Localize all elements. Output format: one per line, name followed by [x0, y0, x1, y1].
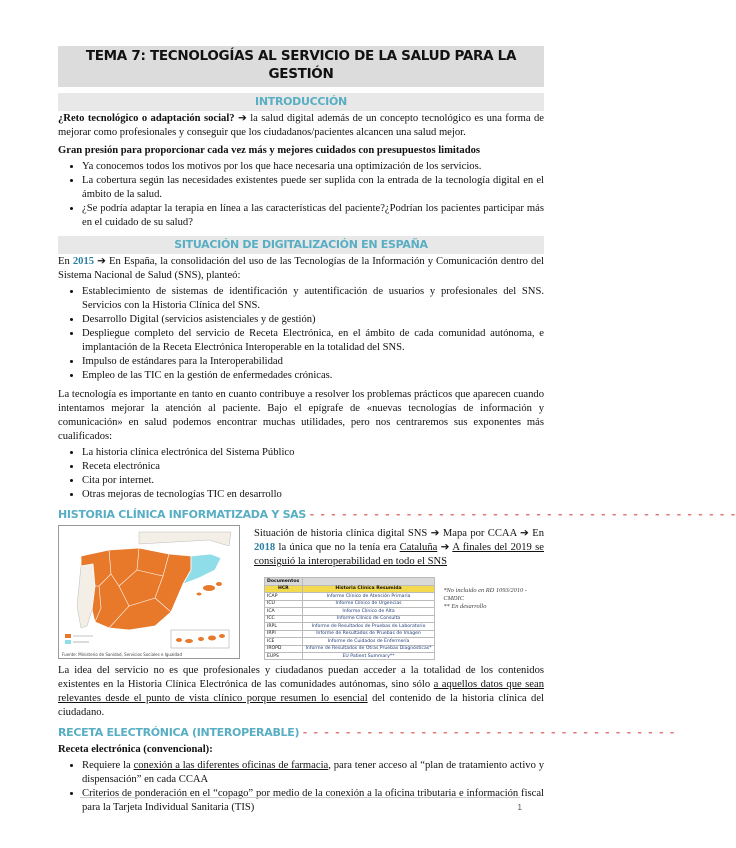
list-item: • Impulso de estándares para la Interoperabilidad	[82, 355, 544, 369]
table-cell: Informe de Resultados de Otras Pruebas Diagnósticas*	[302, 645, 435, 652]
digital-list-2	[58, 446, 544, 502]
digital-heading: SITUACIÓN DE DIGITALIZACIÓN EN ESPAÑA	[58, 236, 544, 255]
list-item: • Cita por internet.	[82, 474, 544, 488]
list-item: • ¿Se podría adaptar la terapia en línea a las características del paciente?¿Podrían los pacientes participar más en el cuidado de su salud?	[82, 202, 544, 230]
list-item: • Establecimiento de sistemas de identificación y autentificación de usuarios y profesionales del SNS. Servicios con la Historia Clínica del SNS.	[82, 285, 544, 313]
document-page	[58, 46, 736, 817]
receta-b1-b: , para tener acceso al “plan de tratamiento activo y dispensación” en cada CCAA	[82, 759, 545, 785]
list-item: • Despliegue completo del servicio de Receta Electrónica, en el ámbito de cada comunidad autónoma, e implantación de la Receta Electrónica Interoperable en la totalidad del SNS.	[82, 327, 544, 355]
receta-heading	[58, 726, 676, 741]
spain-map-image	[58, 525, 240, 659]
hcis-heading-text: HISTORIA CLÍNICA INFORMATIZADA Y SAS	[58, 507, 307, 521]
table-cell: IRPI	[265, 630, 303, 637]
region-cataluna: Cataluña	[399, 542, 438, 554]
table-row	[265, 608, 435, 615]
table-cell: Informe Clínico de Consulta	[302, 615, 435, 622]
hcis-p-underlined: a aquellos datos que sean relevantes desde el punto de vista clínico porque resumen lo esencial	[58, 679, 544, 705]
table-row	[265, 645, 435, 652]
hcis-paragraph	[58, 664, 544, 720]
hcis-summary	[254, 527, 544, 569]
receta-b1-u: conexión a las diferentes oficinas de farmacia	[133, 759, 329, 771]
digital-text: ➔ En España, la consolidación del uso de las Tecnologías de la Información y Comunicación dentro del Sistema Nacional de Salud (SNS), planteó:	[58, 256, 544, 282]
table-cell: IRPL	[265, 623, 303, 630]
digital-text-en: En	[58, 256, 73, 268]
list-item: • La historia clínica electrónica del Sistema Público	[82, 446, 544, 460]
hcis-text-c: ➔	[437, 542, 453, 554]
table-cell: EUPS	[265, 652, 303, 659]
table-notes	[443, 587, 544, 660]
table-cell: Informe de Resultados de Pruebas de Imagen	[302, 630, 435, 637]
list-item: • Desarrollo Digital (servicios asistenciales y de gestión)	[82, 313, 544, 327]
table-cell: ICC	[265, 615, 303, 622]
list-item	[82, 759, 544, 787]
intro-heading: INTRODUCCIÓN	[58, 93, 544, 112]
interoperability-note: A finales del 2019 se consiguió la interoperabilidad en todo el SNS	[254, 542, 545, 568]
note-1: *No incluido en RD 1093/2010 - CMDIC	[443, 587, 527, 603]
table-title-row	[265, 585, 435, 592]
receta-b2-b: por medio de la conexión a la oficina tributaria e información fiscal para la Tarjeta Individual Sanitaria (TIS)	[82, 787, 544, 813]
table-header-cell	[302, 578, 435, 585]
table-cell: ICAP	[265, 593, 303, 600]
table-cell: Informe Clínico de Alta	[302, 608, 435, 615]
receta-subheading: Receta electrónica (convencional):	[58, 743, 213, 755]
page-number: 1	[517, 803, 522, 812]
receta-heading-text: RECETA ELECTRÓNICA (INTEROPERABLE)	[58, 726, 300, 740]
list-item: • Receta electrónica	[82, 460, 544, 474]
table-row	[265, 630, 435, 637]
note-2: ** En desarrollo	[443, 603, 487, 611]
spain-map-icon	[59, 526, 239, 658]
table-row	[265, 638, 435, 645]
hcis-text-b: la única que no la tenía era	[275, 542, 400, 554]
digital-list	[58, 285, 544, 383]
table-cell: Informe Clínico de Atención Primaria	[302, 593, 435, 600]
hcis-text-column	[254, 525, 544, 660]
footer-divider	[80, 797, 520, 798]
digital-paragraph-2: La tecnología es importante en tanto en cuanto contribuye a resolver los problemas prácticos que aparecen cuando intentamos mejorar la atención al paciente. Bajo el epígrafe de «nuevas tecnologías de información y comunicación» en salud podemos encontrar muchas utilidades, pero nos centraremos sus exponentes más cualificados:	[58, 389, 544, 443]
table-header-row	[265, 578, 435, 585]
table-row	[265, 600, 435, 607]
table-header-cell: Documentos	[265, 578, 303, 585]
table-row	[265, 593, 435, 600]
table-row	[265, 623, 435, 630]
list-item: • Ya conocemos todos los motivos por los que hace necesaria una optimización de los servicios.	[82, 160, 544, 174]
table-row	[265, 652, 435, 659]
receta-b2-u: Criterios de ponderación en el “copago”	[82, 787, 254, 799]
intro-list	[58, 160, 544, 230]
table-cell: Informe de Cuidados de Enfermería	[302, 638, 435, 645]
table-cell: EU Patient Summary**	[302, 652, 435, 659]
map-caption: Fuente: Ministerio de Sanidad, Servicios Sociales e Igualdad	[62, 652, 183, 658]
table-cell: Historia Clínica Resumida	[302, 585, 435, 592]
table-cell: ICU	[265, 600, 303, 607]
table-cell: Informe Clínico de Urgencias	[302, 600, 435, 607]
hcis-heading	[58, 507, 736, 523]
table-cell: IROPD	[265, 645, 303, 652]
hcis-text-a: Situación de historia clínica digital SNS ➔ Mapa por CCAA ➔ En	[254, 528, 544, 540]
year-2015: 2015	[72, 256, 95, 268]
intro-question: ¿Reto tecnológico o adaptación social?	[58, 113, 235, 125]
receta-b1-a: Requiere la	[82, 759, 134, 771]
table-cell: ICA	[265, 608, 303, 615]
table-row	[265, 615, 435, 622]
documents-table	[264, 577, 435, 660]
digital-paragraph-1	[58, 255, 544, 283]
intro-paragraph-2: Gran presión para proporcionar cada vez más y mejores cuidados con presupuestos limitados	[58, 145, 481, 157]
table-cell: Informe de Resultados de Pruebas de Laboratorio	[302, 623, 435, 630]
list-item: • Otras mejoras de tecnologías TIC en desarrollo	[82, 488, 544, 502]
list-item	[82, 787, 544, 815]
hcis-p-a: La idea del servicio no es que profesionales y ciudadanos puedan acceder a la totalidad de los contenidos existentes en la Historia Clínica Electrónica de las comunidades autónomas, sino sólo	[58, 665, 544, 691]
hcis-block	[58, 525, 544, 660]
table-cell: ICE	[265, 638, 303, 645]
hcis-p-b: del contenido de la historia clínica del ciudadano.	[58, 693, 544, 719]
dashed-rule: - - - - - - - - - - - - - - - - - - - - - - - - - - - - - - - - - - - - - - - -	[309, 507, 736, 521]
intro-paragraph-1	[58, 112, 544, 140]
list-item: • La cobertura según las necesidades existentes puede ser suplida con la entrada de la tecnología digital en el ámbito de la salud.	[82, 174, 544, 202]
dashed-rule: - - - - - - - - - - - - - - - - - - - - - - - - - - - - - - - - - - -	[302, 726, 676, 740]
receta-list	[58, 759, 544, 815]
year-2018: 2018	[254, 542, 276, 554]
table-cell: HCR	[265, 585, 303, 592]
list-item: • Empleo de las TIC en la gestión de enfermedades crónicas.	[82, 369, 544, 383]
document-title: TEMA 7: TECNOLOGÍAS AL SERVICIO DE LA SALUD PARA LA GESTIÓN	[58, 46, 544, 87]
documents-row	[254, 577, 544, 660]
intro-text: ➔ la salud digital además de un concepto tecnológico es una forma de mejorar como profesionales y conseguir que los ciudadanos/pacientes alcancen una salud mejor.	[58, 113, 544, 139]
